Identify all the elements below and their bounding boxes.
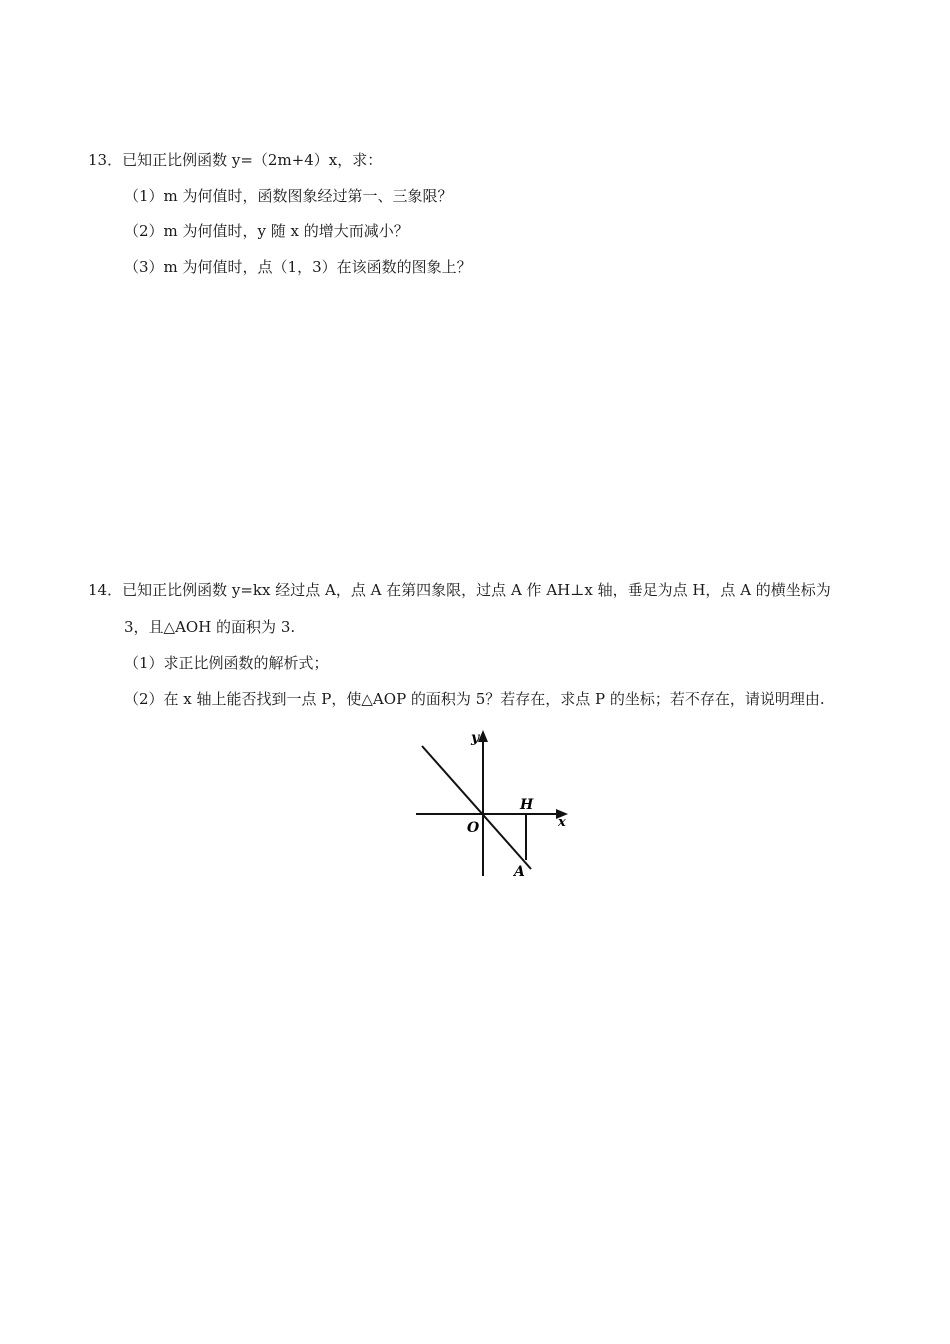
q13-part-2: （2）m 为何值时，y 随 x 的增大而减小？: [124, 222, 409, 240]
label-h: H: [520, 797, 534, 813]
q14-stem-line-1: 14．已知正比例函数 y=kx 经过点 A，点 A 在第四象限，过点 A 作 AH⊥x 轴，垂足为点 H，点 A 的横坐标为: [88, 581, 831, 599]
q13-stem: 13．已知正比例函数 y=（2m+4）x，求：: [88, 151, 383, 169]
label-a: A: [514, 864, 525, 880]
q13-part-1: （1）m 为何值时，函数图象经过第一、三象限？: [124, 187, 453, 205]
y-axis-arrow: [478, 730, 488, 742]
q14-part-1: （1）求正比例函数的解析式；: [124, 654, 329, 672]
label-y: y: [471, 730, 480, 746]
q13-part-3: （3）m 为何值时，点（1，3）在该函数的图象上？: [124, 258, 472, 276]
coordinate-diagram: [410, 726, 580, 882]
label-x: x: [558, 815, 566, 830]
function-line: [422, 746, 531, 869]
q14-coordinate-figure: [410, 726, 580, 882]
q14-stem-line-2: 3，且△AOH 的面积为 3.: [124, 618, 296, 636]
label-o: O: [467, 820, 480, 836]
q14-part-2: （2）在 x 轴上能否找到一点 P，使△AOP 的面积为 5？若存在，求点 P 的坐标；若不存在，请说明理由.: [124, 690, 825, 708]
